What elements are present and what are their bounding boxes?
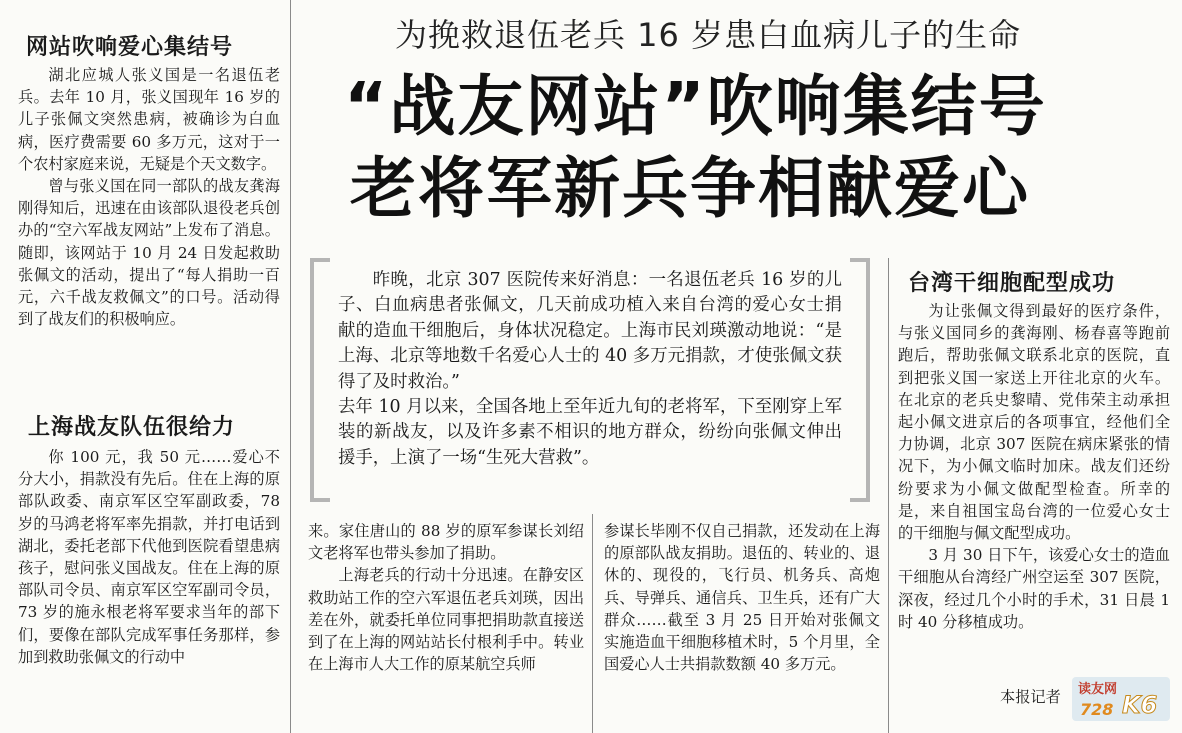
headline-kicker: 为挽救退伍老兵 16 岁患白血病儿子的生命 [395, 16, 1022, 54]
column-rule-right [888, 258, 889, 733]
lead-box [310, 258, 870, 502]
paragraph: 参谋长毕刚不仅自己捐款，还发动在上海的原部队战友捐助。退伍的、转业的、退休的、现役的，飞行员、机务兵、高炮兵、导弹兵、通信兵、卫生兵，还有广大群众……截至 3 月 25 日开始对张佩文实施造血干细胞移植术时，5 个月里，全国爱心人士共捐款数额 40 多万元。 [604, 522, 880, 674]
mid-column-2 [604, 520, 880, 675]
headline-line1: “战友网站”吹响集结号 [344, 68, 1047, 145]
paragraph: 湖北应城人张义国是一名退伍老兵。去年 10 月，张义国现年 16 岁的儿子张佩文突然患病，被确诊为白血病，医疗费需要 60 多万元，这对于一个农村家庭来说，无疑是个天文数字。 [18, 66, 280, 173]
paragraph: 上海老兵的行动十分迅速。在静安区救助站工作的空六军退伍老兵刘瑛，因出差在外，就委托单位同事把捐助款直接送到了在上海的网站站长付根利手中。转业在上海市人大工作的原某航空兵师 [308, 566, 584, 674]
column-rule-left [290, 0, 291, 733]
right-column-body [898, 300, 1170, 633]
svg-text:读友网: 读友网 [1078, 682, 1118, 697]
lead-paragraph: 去年 10 月以来，全国各地上至年近九旬的老将军，下至刚穿上军装的新战友，以及许多素不相识的地方群众，纷纷向张佩文伸出援手，上演了一场“生死大营救”。 [338, 397, 842, 468]
paragraph: 3 月 30 日下午，该爱心女士的造血干细胞从台湾经广州空运至 307 医院，深夜，经过几个小时的手术，31 日晨 1 时 40 分移植成功。 [898, 546, 1170, 631]
column-rule-mid [592, 514, 593, 733]
watermark-logo [1072, 677, 1170, 721]
paragraph: 你 100 元，我 50 元……爱心不分大小，捐款没有先后。住在上海的原部队政委、南京军区空军副政委，78 岁的马鸿老将军率先捐款，并打电话到湖北，委托老部下代他到医院看望患病孩子，慰问张义国战友。住在上海的原部队司令员、南京军区空军副司令员，73 岁的施永根老将军要求当年的部下们，要像在部队完成军事任务那样，参加到救助张佩文的行动中 [18, 448, 280, 666]
section2-title: 上海战友队伍很给力 [28, 415, 236, 440]
byline: 本报记者 [1000, 688, 1061, 706]
paragraph: 曾与张义国在同一部队的战友龚海刚得知后，迅速在由该部队退役老兵创办的“空六军战友网站”上发布了消息。随即，该网站于 10 月 24 日发起救助张佩文的活动，提出了“每人捐助一百元，六千战友救佩文”的口号。活动得到了战友们的积极响应。 [18, 177, 280, 329]
svg-text:728: 728 [1080, 700, 1114, 719]
bracket-left [310, 258, 330, 502]
mid-column-1 [308, 520, 584, 675]
headline-line2: 老将军新兵争相献爱心 [350, 150, 1030, 227]
bracket-right [850, 258, 870, 502]
lead-paragraph: 昨晚，北京 307 医院传来好消息：一名退伍老兵 16 岁的儿子、白血病患者张佩文，几天前成功植入来自台湾的爱心女士捐献的造血干细胞后，身体状况稳定。上海市民刘瑛激动地说：“是上海、北京等地数千名爱心人士的 40 多万元捐款，才使张佩文获得了及时救治。” [338, 270, 842, 392]
svg-text:K6: K6 [1122, 691, 1158, 719]
lead-text [338, 268, 842, 471]
section1-title: 网站吹响爱心集结号 [26, 35, 234, 60]
left-column-section1 [18, 64, 280, 330]
left-column-section2 [18, 446, 280, 668]
paragraph: 来。家住唐山的 88 岁的原军参谋长刘绍文老将军也带头参加了捐助。 [308, 522, 584, 563]
section3-title: 台湾干细胞配型成功 [908, 271, 1116, 296]
paragraph: 为让张佩文得到最好的医疗条件，与张义国同乡的龚海刚、杨春喜等跑前跑后，帮助张佩文联系北京的医院，直到把张义国一家送上开往北京的火车。在北京的老兵史黎晴、党伟荣主动承担起小佩文进京后的各项事宜，经他们全力协调，北京 307 医院在病床紧张的情况下，为小佩文临时加床。战友们还纷纷要求为小佩文做配型检查。所幸的是，来自祖国宝岛台湾的一位爱心女士的干细胞与佩文配型成功。 [898, 302, 1170, 543]
watermark-graphic [1072, 677, 1170, 721]
